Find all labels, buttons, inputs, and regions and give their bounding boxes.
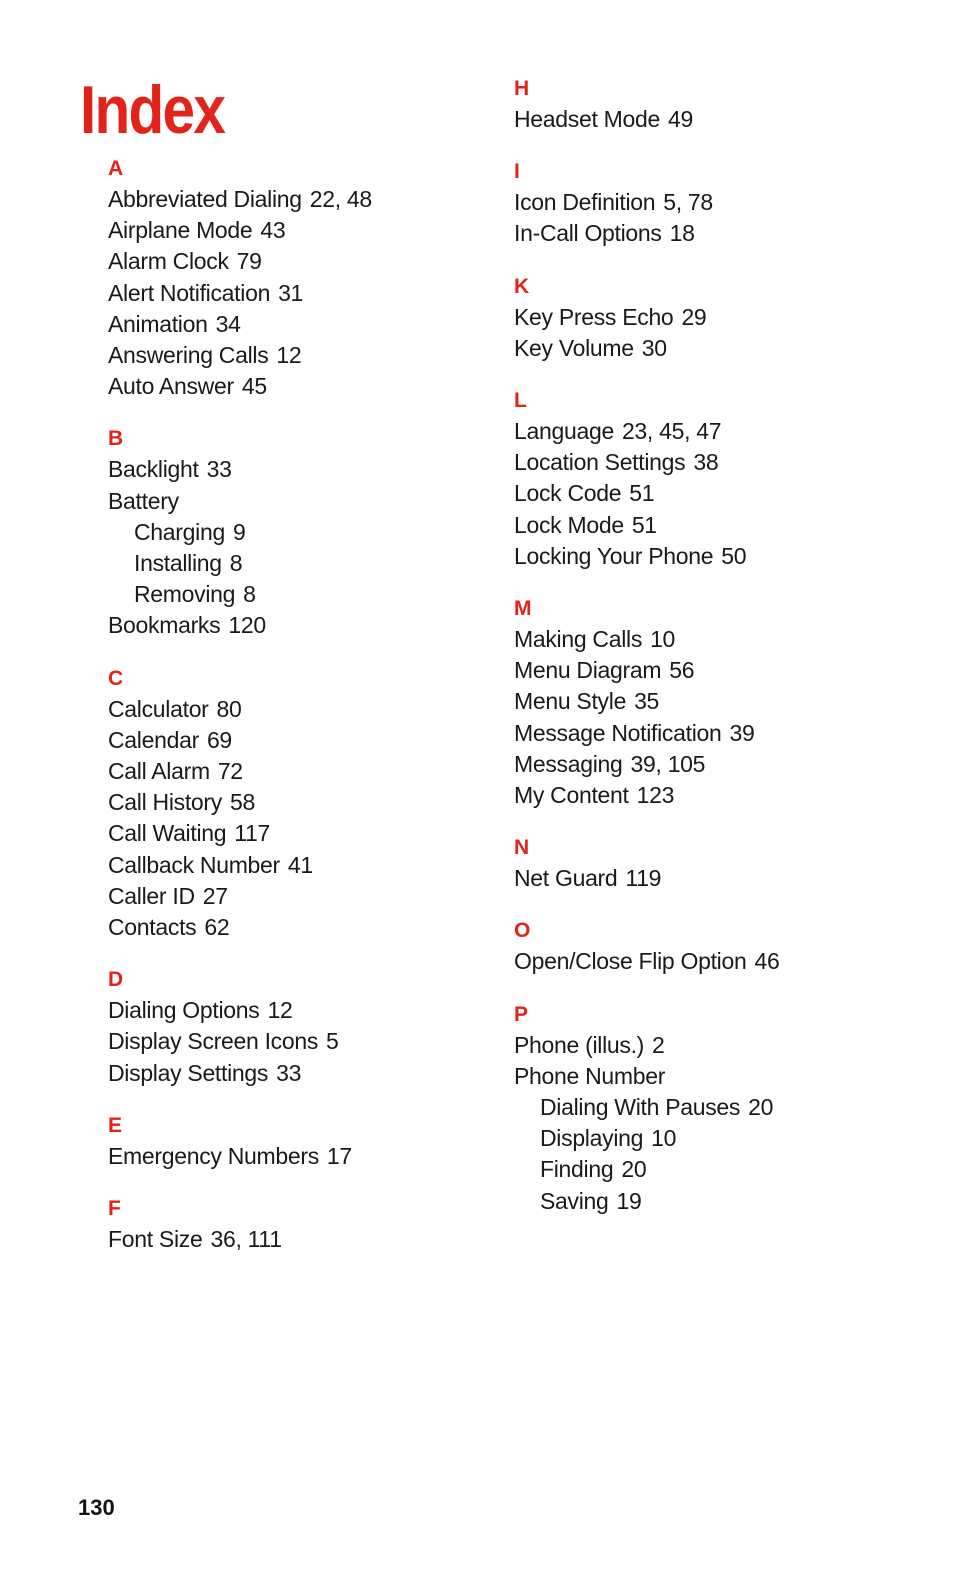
entry-term: Display Settings	[108, 1059, 269, 1086]
entry-pages: 49	[668, 106, 693, 132]
entry-pages: 39, 105	[630, 750, 706, 777]
index-entry	[108, 850, 528, 881]
index-section-f	[108, 1193, 528, 1255]
entry-pages: 17	[326, 1142, 352, 1169]
index-section-a	[108, 153, 528, 402]
entry-pages: 51	[631, 511, 657, 538]
entry-term: Callback Number	[108, 851, 280, 878]
index-entry	[514, 416, 934, 447]
page-number: 130	[78, 1495, 115, 1520]
entry-term: Answering Calls	[108, 342, 269, 369]
entry-pages: 12	[276, 342, 302, 369]
index-entry	[514, 780, 934, 811]
index-subentry	[108, 548, 528, 579]
entry-pages: 80	[216, 695, 242, 722]
entry-pages: 10	[651, 1125, 677, 1152]
index-entry	[514, 686, 934, 717]
entry-pages: 120	[228, 612, 266, 639]
index-entry	[514, 655, 934, 686]
index-entry	[108, 246, 528, 277]
entry-pages: 38	[693, 449, 719, 476]
index-entry	[514, 624, 934, 655]
entry-term: Call Alarm	[108, 758, 210, 785]
entry-term: Calendar	[108, 726, 199, 753]
index-section-i	[514, 156, 934, 249]
index-entry	[514, 447, 934, 478]
entry-term: Installing	[134, 550, 222, 577]
entry-term: Headset Mode	[514, 106, 660, 132]
entry-term: Contacts	[108, 914, 197, 941]
index-entry	[108, 454, 528, 485]
index-section-b	[108, 423, 528, 641]
entry-pages: 62	[204, 914, 230, 941]
index-entry	[108, 486, 528, 517]
entry-pages: 35	[634, 688, 660, 715]
entry-pages: 41	[287, 851, 313, 878]
entry-term: Calculator	[108, 695, 209, 722]
section-letter: F	[108, 1197, 121, 1221]
section-letter: M	[514, 597, 532, 621]
index-entry	[514, 187, 934, 218]
index-section-e	[108, 1110, 528, 1172]
index-entry	[514, 1030, 934, 1061]
index-entry	[108, 756, 528, 787]
entry-pages: 33	[276, 1059, 302, 1086]
entry-term: Key Volume	[514, 334, 634, 361]
index-entry	[108, 1026, 528, 1057]
entry-term: Alarm Clock	[108, 248, 229, 275]
entry-pages: 50	[721, 542, 747, 569]
entry-pages: 34	[215, 310, 241, 337]
entry-term: Abbreviated Dialing	[108, 186, 302, 212]
entry-term: Bookmarks	[108, 612, 221, 639]
section-letter: K	[514, 274, 530, 298]
index-column-left	[108, 0, 528, 1276]
entry-term: Message Notification	[514, 719, 722, 746]
index-entry	[514, 302, 934, 333]
section-letter: O	[514, 919, 531, 943]
entry-term: Locking Your Phone	[514, 542, 714, 569]
index-entry	[108, 694, 528, 725]
entry-term: Menu Style	[514, 688, 627, 715]
index-subentry	[514, 1092, 934, 1123]
section-letter: L	[514, 389, 527, 413]
entry-pages: 5, 78	[663, 189, 713, 216]
entry-pages: 39	[729, 719, 755, 746]
entry-term: Font Size	[108, 1226, 203, 1253]
index-entry	[514, 510, 934, 541]
entry-term: Airplane Mode	[108, 217, 253, 244]
section-letter: H	[514, 77, 530, 100]
entry-term: Lock Mode	[514, 511, 624, 538]
entry-term: Removing	[134, 581, 236, 608]
entry-pages: 10	[650, 626, 676, 653]
entry-pages: 19	[616, 1187, 642, 1214]
index-section-m	[514, 593, 934, 811]
index-entry	[514, 218, 934, 249]
entry-term: Display Screen Icons	[108, 1028, 319, 1055]
index-column-right	[514, 0, 934, 1238]
index-entry	[108, 184, 528, 215]
index-entry	[108, 818, 528, 849]
entry-pages: 36, 111	[210, 1226, 282, 1253]
entry-term: Dialing Options	[108, 997, 260, 1024]
index-entry	[108, 1141, 528, 1172]
entry-pages: 72	[217, 758, 243, 785]
entry-pages: 8	[243, 581, 256, 608]
entry-pages: 33	[206, 456, 232, 483]
section-letter: C	[108, 666, 124, 690]
entry-term: Call History	[108, 789, 222, 816]
index-entry	[108, 610, 528, 641]
entry-term: Emergency Numbers	[108, 1142, 319, 1169]
index-subentry	[514, 1186, 934, 1217]
entry-term: Menu Diagram	[514, 657, 662, 684]
page-title: Index	[80, 72, 225, 148]
entry-term: Key Press Echo	[514, 303, 674, 330]
index-entry	[108, 371, 528, 402]
index-subentry	[514, 1154, 934, 1185]
entry-term: Open/Close Flip Option	[514, 948, 747, 975]
section-letter: N	[514, 836, 530, 860]
index-entry	[108, 912, 528, 943]
index-section-o	[514, 915, 934, 977]
index-entry	[108, 309, 528, 340]
entry-term: Auto Answer	[108, 373, 234, 400]
entry-term: Language	[514, 418, 614, 445]
index-section-k	[514, 271, 934, 364]
section-letter: P	[514, 1002, 529, 1026]
index-entry	[108, 995, 528, 1026]
index-section-c	[108, 663, 528, 944]
entry-pages: 20	[748, 1094, 774, 1121]
entry-term: Location Settings	[514, 449, 686, 476]
index-entry	[108, 340, 528, 371]
entry-term: Backlight	[108, 456, 199, 483]
entry-pages: 31	[278, 279, 304, 306]
entry-pages: 22, 48	[309, 186, 372, 212]
entry-pages: 119	[625, 865, 662, 892]
section-letter: E	[108, 1113, 123, 1137]
entry-pages: 43	[260, 217, 286, 244]
entry-pages: 27	[202, 882, 228, 909]
entry-term: Messaging	[514, 750, 623, 777]
index-section-h	[514, 73, 934, 135]
index-subentry	[514, 1123, 934, 1154]
entry-pages: 23, 45, 47	[621, 418, 722, 445]
index-entry	[108, 278, 528, 309]
entry-pages: 45	[241, 373, 267, 400]
entry-term: Net Guard	[514, 865, 618, 892]
entry-term: Charging	[134, 518, 225, 545]
index-entry	[514, 863, 934, 894]
entry-pages: 30	[641, 334, 667, 361]
entry-pages: 2	[652, 1031, 665, 1058]
entry-term: Icon Definition	[514, 189, 656, 216]
index-entry	[514, 1061, 934, 1092]
section-letter: B	[108, 427, 124, 451]
index-section-n	[514, 832, 934, 894]
index-entry	[514, 333, 934, 364]
index-entry	[514, 946, 934, 977]
entry-pages: 20	[621, 1156, 647, 1183]
entry-pages: 29	[681, 303, 707, 330]
entry-term: My Content	[514, 782, 629, 809]
entry-pages: 123	[636, 782, 675, 809]
index-entry	[514, 541, 934, 572]
index-section-d	[108, 964, 528, 1089]
entry-pages: 5	[326, 1028, 339, 1055]
entry-pages: 12	[267, 997, 293, 1024]
section-letter: I	[514, 160, 520, 184]
index-section-l	[514, 385, 934, 572]
section-letter: A	[108, 157, 124, 180]
index-subentry	[108, 579, 528, 610]
index-entry	[514, 478, 934, 509]
entry-term: Finding	[540, 1156, 614, 1183]
index-entry	[514, 718, 934, 749]
entry-term: Dialing With Pauses	[540, 1094, 741, 1121]
entry-pages: 18	[669, 220, 695, 247]
entry-term: Battery	[108, 487, 179, 514]
entry-term: Caller ID	[108, 882, 195, 909]
entry-term: Animation	[108, 310, 208, 337]
entry-pages: 69	[206, 726, 232, 753]
index-section-p	[514, 999, 934, 1217]
entry-pages: 79	[236, 248, 262, 275]
entry-pages: 117	[234, 820, 271, 847]
index-entry	[108, 787, 528, 818]
entry-term: Saving	[540, 1187, 609, 1214]
entry-term: Displaying	[540, 1125, 644, 1152]
section-letter: D	[108, 968, 124, 992]
index-entry	[108, 1224, 528, 1255]
index-entry	[514, 104, 934, 135]
index-entry	[108, 215, 528, 246]
entry-term: In-Call Options	[514, 220, 662, 247]
entry-term: Phone (illus.)	[514, 1031, 645, 1058]
entry-pages: 9	[232, 518, 246, 545]
entry-term: Call Waiting	[108, 820, 227, 847]
index-entry	[514, 749, 934, 780]
entry-pages: 51	[629, 480, 655, 507]
entry-pages: 46	[754, 948, 780, 975]
entry-term: Phone Number	[514, 1062, 666, 1089]
index-entry	[108, 881, 528, 912]
entry-pages: 8	[229, 550, 243, 577]
entry-term: Alert Notification	[108, 279, 271, 306]
index-subentry	[108, 517, 528, 548]
entry-pages: 58	[229, 789, 255, 816]
entry-term: Lock Code	[514, 480, 622, 507]
index-entry	[108, 1058, 528, 1089]
entry-pages: 56	[669, 657, 695, 684]
index-entry	[108, 725, 528, 756]
entry-term: Making Calls	[514, 626, 643, 653]
